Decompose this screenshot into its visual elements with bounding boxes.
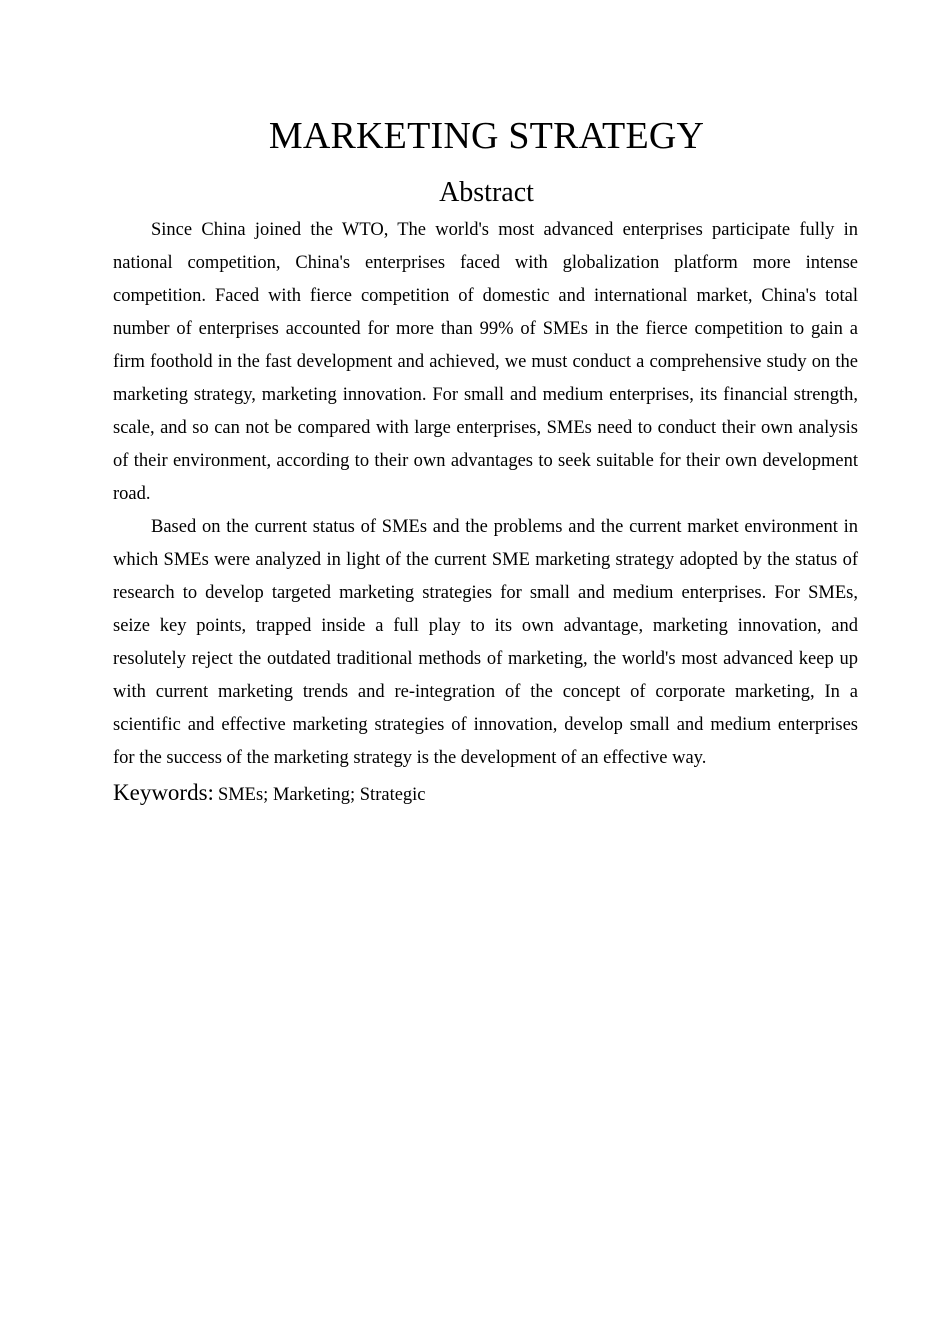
keywords-values: SMEs; Marketing; Strategic xyxy=(217,785,426,805)
abstract-paragraph-2: Based on the current status of SMEs and the problems and the current market environment in which SMEs were analyzed in light of the current SME marketing strategy adopted by the status of research to develop targeted marketing strategies for small and medium enterprises. For SMEs, seize key points, trapped inside a full play to its own advantage, marketing innovation, and resolutely reject the outdated traditional methods of marketing, the world's most advanced keep up with current marketing trends and re-integration of the concept of corporate marketing, In a scientific and effective marketing strategies of innovation, develop small and medium enterprises for the success of the marketing strategy is the development of an effective way. xyxy=(113,517,858,768)
document-title: MARKETING STRATEGY xyxy=(268,115,705,157)
abstract-heading: Abstract xyxy=(439,177,534,208)
abstract-body xyxy=(113,214,858,814)
abstract-paragraph-1: Since China joined the WTO, The world's most advanced enterprises participate fully in national competition, China's enterprises faced with globalization platform more intense competition. Faced with fierce competition of domestic and international market, China's total number of enterprises accounted for more than 99% of SMEs in the fierce competition to gain a firm foothold in the fast development and achieved, we must conduct a comprehensive study on the marketing strategy, marketing innovation. For small and medium enterprises, its financial strength, scale, and so can not be compared with large enterprises, SMEs need to conduct their own analysis of their environment, according to their own advantages to seek suitable for their own development road. xyxy=(113,220,858,504)
keywords-line xyxy=(113,775,858,814)
keywords-label: Keywords: xyxy=(113,780,214,805)
